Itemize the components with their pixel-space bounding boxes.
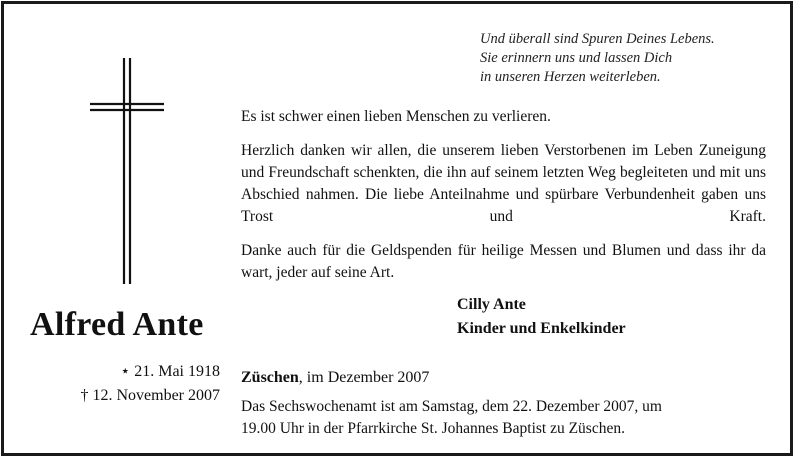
place-name: Züschen [241,369,299,386]
signer-line-2: Kinder und Enkelkinder [457,320,626,337]
thanks-paragraph: Herzlich danken wir allen, die unserem lieben Verstorbenen im Leben Zuneigung und Freundschaft schenkten, die ihn auf seinem letzten Weg begleiteten und mit uns Abschied nahmen. Die liebe Anteilnahme und spürbare Verbundenheit gaben uns Trost und Kraft. [241,142,766,225]
quote-line-1: Und überall sind Spuren Deines Lebens. [480,31,715,47]
star-icon: ⋆ [120,363,131,380]
birth-date: 21. Mai 1918 [134,363,220,380]
place-date-line [241,369,429,387]
mass-line-1: Das Sechswochenamt ist am Samstag, dem 22. Dezember 2007, um [241,398,662,415]
life-dates [30,360,220,408]
intro-paragraph: Es ist schwer einen lieben Menschen zu verlieren. [241,108,551,125]
birth-date-row [30,360,220,384]
quote-line-3: in unseren Herzen weiterleben. [480,69,661,85]
deceased-name: Alfred Ante [30,306,204,343]
death-date: 12. November 2007 [92,387,220,404]
death-date-row [30,384,220,408]
cross-icon [88,58,168,288]
dagger-icon: † [80,387,89,404]
memorial-quote [480,30,715,87]
signers [457,293,626,341]
mass-line-2: 19.00 Uhr in der Pfarrkirche St. Johannes Baptist zu Züschen. [241,420,625,437]
notice-date: , im Dezember 2007 [298,369,430,386]
quote-line-2: Sie erinnern uns und lassen Dich [480,50,673,66]
signer-line-1: Cilly Ante [457,296,526,313]
memorial-mass-info [241,396,771,440]
thank-you-text [241,106,766,296]
donations-paragraph: Danke auch für die Geldspenden für heilige Messen und Blumen und dass ihr da wart, jeder auf seine Art. [241,242,766,281]
